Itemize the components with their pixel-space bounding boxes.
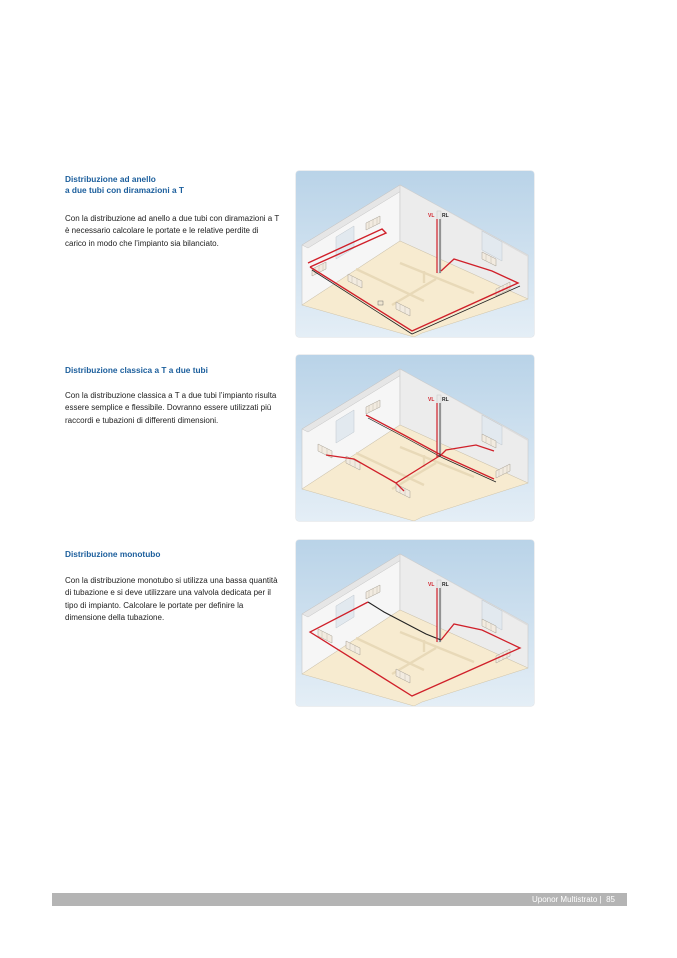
section-1-title-line2: a due tubi con diramazioni a T <box>65 185 184 195</box>
footer-text <box>532 893 615 906</box>
footer-bar <box>52 893 627 906</box>
return-label: RL <box>442 582 449 588</box>
flow-label: VL <box>428 397 435 403</box>
ring-distribution-illustration <box>296 171 534 337</box>
flow-label: VL <box>428 582 435 588</box>
footer-separator: | <box>599 895 602 904</box>
section-1-text: Con la distribuzione ad anello a due tubi con diramazioni a T è necessario calcolare le portate e le relative perdite di carico in modo che l’impianto sia bilanciato. <box>65 214 280 248</box>
section-1-title-line1: Distribuzione ad anello <box>65 174 156 184</box>
single-pipe-diagram <box>296 540 534 706</box>
classic-t-illustration <box>296 355 534 521</box>
section-1-title <box>65 174 285 196</box>
footer-brand: Uponor Multistrato <box>531 895 598 904</box>
return-label: RL <box>442 397 449 403</box>
section-2-text: Con la distribuzione classica a T a due tubi l’impianto risulta essere semplice e flessibile. Dovranno essere utilizzati più raccordi e tubazioni di differenti dimensioni. <box>65 391 277 425</box>
single-pipe-illustration <box>296 540 534 706</box>
flow-label: VL <box>428 213 435 219</box>
section-3-title: Distribuzione monotubo <box>65 549 161 559</box>
classic-t-diagram <box>296 355 534 521</box>
return-label: RL <box>442 213 449 219</box>
ring-distribution-diagram <box>296 171 534 337</box>
page-number: 85 <box>606 895 615 904</box>
section-2-title: Distribuzione classica a T a due tubi <box>65 365 208 375</box>
section-3-text: Con la distribuzione monotubo si utilizza una bassa quantità di tubazione e si deve utilizzare una valvola dedicata per il tipo di impianto. Calcolare le portate per definire la dimensione della tubazione. <box>65 576 278 623</box>
